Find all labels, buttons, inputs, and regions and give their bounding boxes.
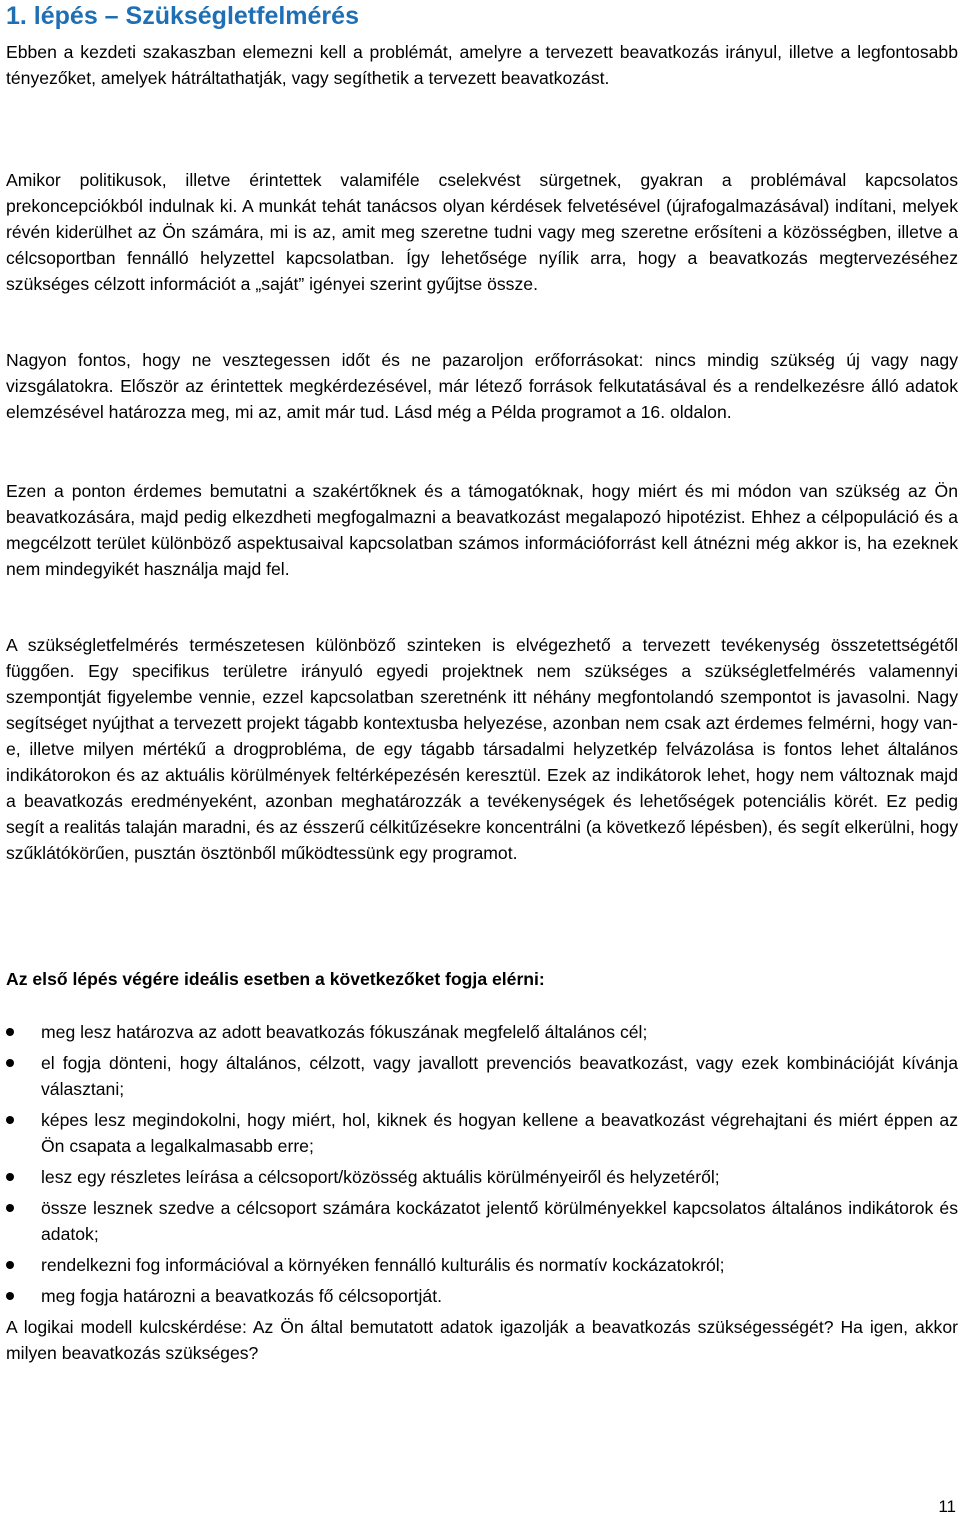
bullet-icon [6, 1059, 14, 1067]
closing-question: A logikai modell kulcskérdése: Az Ön által bemutatott adatok igazolják a beavatkozás szükségességét? Ha igen, akkor milyen beavatkozás szükséges? [6, 1317, 958, 1363]
bullet-icon [6, 1028, 14, 1036]
paragraph-politicians: Amikor politikusok, illetve érintettek valamiféle cselekvést sürgetnek, gyakran a problémával kapcsolatos prekoncepciókból indulnak ki. A munkát tehát tanácsos olyan kérdések felvetésével (újrafogalmazásával) indítani, melyek révén kiderülhet az Ön számára, mi is az, amit meg szeretne tudni vagy meg szeretne erősíteni a közösségben, illetve a célcsoportban fennálló helyzettel kapcsolatban. Így lehetősége nyílik arra, hogy a beavatkozás megtervezéséhez szükséges célzott információt a „saját” igényei szerint gyűjtse össze. [6, 170, 958, 294]
bullet-icon [6, 1292, 14, 1300]
bullet-icon [6, 1116, 14, 1124]
outcomes-list [6, 1019, 958, 1314]
list-item [6, 1283, 958, 1309]
paragraph-resources: Nagyon fontos, hogy ne vesztegessen időt és ne pazaroljon erőforrásokat: nincs mindig szükség új vagy nagy vizsgálatokra. Először az érintettek megkérdezésével, már létező források felkutatásával és a rendelkezésre álló adatok elemzésével határozza meg, mi az, amit már tud. Lásd még a Példa programot a 16. oldalon. [6, 350, 958, 422]
list-item-text: meg lesz határozva az adott beavatkozás fókuszának megfelelő általános cél; [41, 1022, 648, 1042]
list-item-text: el fogja dönteni, hogy általános, célzott, vagy javallott prevenciós beavatkozást, vagy ezek kombinációját kívánja választani; [41, 1053, 958, 1099]
paragraph-intro: Ebben a kezdeti szakaszban elemezni kell a problémát, amelyre a tervezett beavatkozás irányul, illetve a legfontosabb tényezőket, amelyek hátráltathatják, vagy segíthetik a tervezett beavatkozást. [6, 42, 958, 88]
paragraph-needs-assessment: A szükségletfelmérés természetesen különböző szinteken is elvégezhető a tervezett tevékenység összetettségétől függően. Egy specifikus területre irányuló egyedi projektnek nem szükséges a szükségletfelmérés valamennyi szempontját figyelembe vennie, ezzel kapcsolatban szeretnénk itt néhány megfontolandó szempontot is javasolni. Nagy segítséget nyújthat a tervezett projekt tágabb kontextusba helyezése, azonban nem csak azt érdemes felmérni, hogy van-e, illetve milyen mértékű a drogprobléma, de egy tágabb társadalmi helyzetkép felvázolása is fontos lehet általános indikátorokon és az aktuális körülmények feltérképezésén keresztül. Ezek az indikátorok lehet, hogy nem változnak majd a beavatkozás eredményeként, azonban meghatározzák a tevékenységek és lehetőségek potenciális körét. Ez pedig segít a realitás talaján maradni, és az ésszerű célkitűzésekre koncentrálni (a következő lépésben), és segít elkerülni, hogy szűklátókörűen, pusztán ösztönből működtessünk egy programot. [6, 635, 958, 863]
bullet-icon [6, 1261, 14, 1269]
page-title: 1. lépés – Szükségletfelmérés [6, 2, 359, 30]
list-item-text: lesz egy részletes leírása a célcsoport/közösség aktuális körülményeiről és helyzetéről; [41, 1167, 720, 1187]
bullet-icon [6, 1204, 14, 1212]
list-item [6, 1107, 958, 1159]
list-item [6, 1164, 958, 1190]
list-item [6, 1252, 958, 1278]
paragraph-experts: Ezen a ponton érdemes bemutatni a szakértőknek és a támogatóknak, hogy miért és mi módon van szükség az Ön beavatkozására, majd pedig elkezdheti megfogalmazni a beavatkozást megalapozó hipotézist. Ehhez a célpopuláció és a megcélzott terület különböző aspektusaival kapcsolatban számos információforrást kell átnézni még akkor is, ha ezeknek nem mindegyikét használja majd fel. [6, 481, 958, 579]
list-item-text: rendelkezni fog információval a környéken fennálló kulturális és normatív kockázatokról; [41, 1255, 725, 1275]
list-item [6, 1019, 958, 1045]
list-item-text: meg fogja határozni a beavatkozás fő célcsoportját. [41, 1286, 442, 1306]
list-item [6, 1195, 958, 1247]
list-item-text: képes lesz megindokolni, hogy miért, hol, kiknek és hogyan kellene a beavatkozást végrehajtani és miért éppen az Ön csapata a legalkalmasabb erre; [41, 1110, 958, 1156]
list-item-text: össze lesznek szedve a célcsoport számára kockázatot jelentő körülményekkel kapcsolatos általános indikátorok és adatok; [41, 1198, 958, 1244]
page-number: 11 [938, 1497, 956, 1516]
bullet-icon [6, 1173, 14, 1181]
list-item [6, 1050, 958, 1102]
list-heading: Az első lépés végére ideális esetben a következőket fogja elérni: [6, 969, 545, 989]
